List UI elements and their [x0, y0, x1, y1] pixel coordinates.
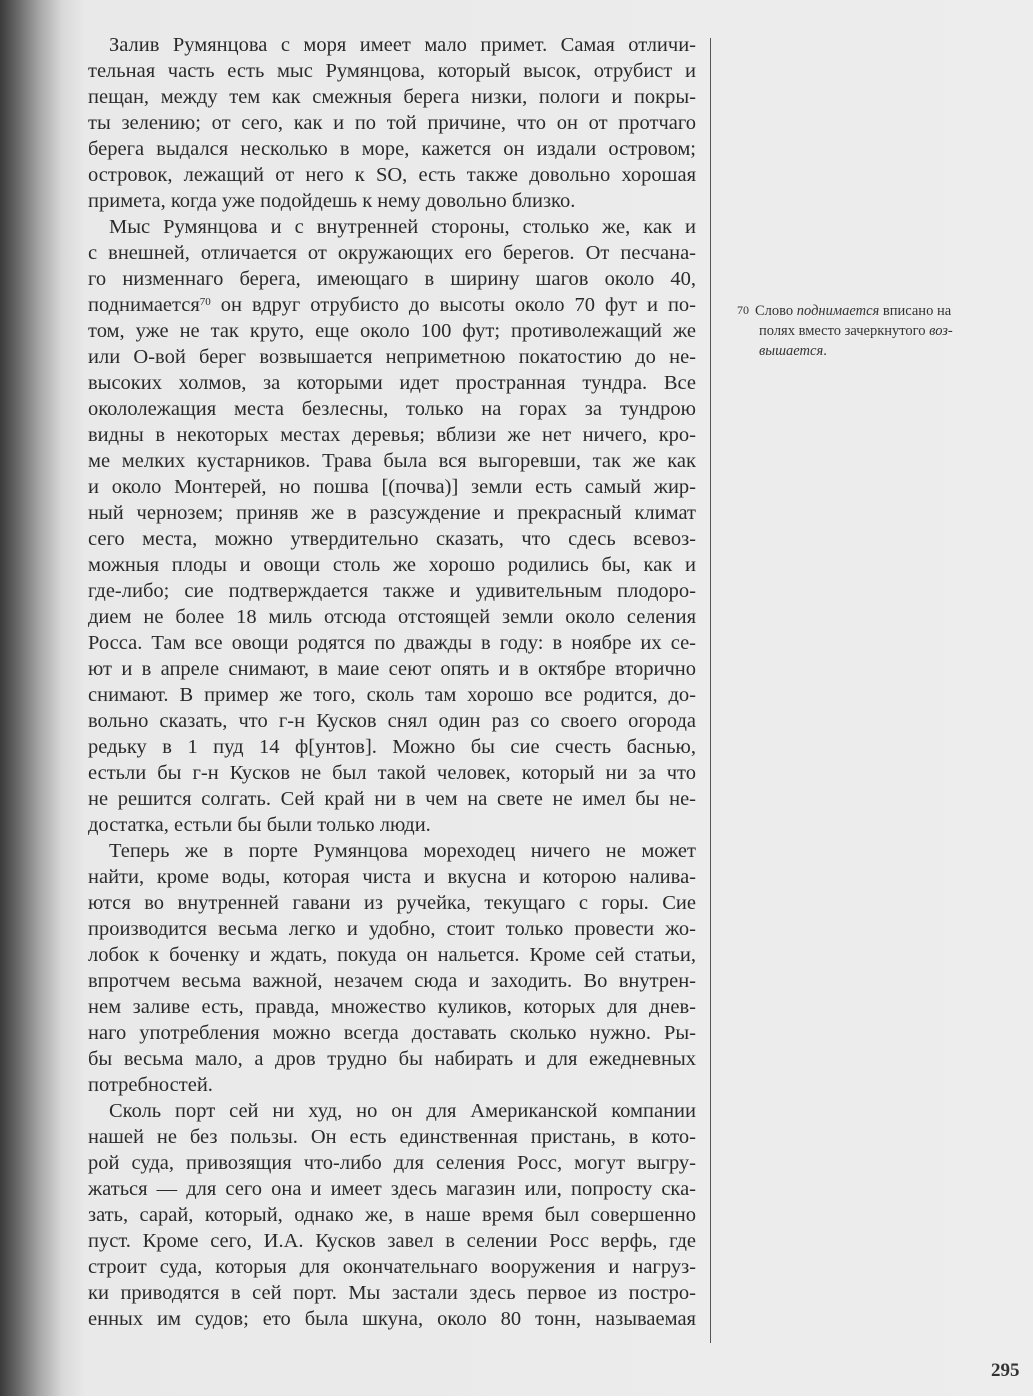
text-line: дием не более 18 миль отсюда отстоящей земли около селения: [88, 606, 696, 628]
text-line: вольно сказать, что г-н Кусков снял один раз со своего огорода: [88, 710, 696, 732]
text-line: нашей не без пользы. Он есть единственная пристань, в кото-: [88, 1126, 696, 1148]
text-line: естьли бы г-н Кусков не был такой человек, который ни за что: [88, 762, 696, 784]
paragraph: [88, 838, 696, 1098]
text-line: видны в некоторых местах деревья; вблизи же нет ничего, кро-: [88, 424, 696, 446]
column-divider: [710, 38, 711, 1343]
text-line: ме мелких кустарников. Трава была вся выгоревши, так же как: [88, 450, 696, 472]
text-line: жаться — для сего она и имеет здесь магазин или, попросту ска-: [88, 1178, 696, 1200]
text-line: ются во внутренней гавани из ручейка, текущаго с горы. Сие: [88, 892, 696, 914]
footnote-ref[interactable]: 70: [199, 296, 211, 308]
text-line: примета, когда уже подойдешь к нему довольно близко.: [88, 190, 576, 212]
text-line: ки приводятся в сей порт. Мы застали здесь первое из постро-: [88, 1282, 696, 1304]
text-line: тельная часть есть мыс Румянцова, который высок, отрубист и: [88, 60, 696, 82]
text-line: Росса. Там все овощи родятся по дважды в году: в ноябре их се-: [88, 632, 696, 654]
text-line: рой суда, привозящия что-либо для селения Росс, могут выгру-: [88, 1152, 696, 1174]
text-line: островок, лежащий от него к SO, есть также довольно хорошая: [88, 164, 696, 186]
text-line: производится весьма легко и удобно, стоит только провести жо-: [88, 918, 696, 940]
text-line: лобок к боченку и ждать, покуда он нальется. Кроме сей статьи,: [88, 944, 696, 966]
text-line: ты зелению; от сего, как и по той причине, что он от протчаго: [88, 112, 696, 134]
text-line: го низменнаго берега, имеющаго в ширину шагов около 40,: [88, 268, 696, 290]
text-line: пуст. Кроме сего, И.А. Кусков завел в селении Росс верфь, где: [88, 1230, 696, 1252]
text-line: высоких холмов, за которыми идет пространная тундра. Все: [88, 372, 696, 394]
main-text: [88, 32, 696, 1332]
text-line: снимают. В пример же того, сколь там хорошо все родится, до-: [88, 684, 696, 706]
text-line: Теперь же в порте Румянцова мореходец ничего не может: [109, 840, 696, 862]
paragraph: [88, 32, 696, 214]
text-line: том, уже не так круто, еще около 100 фут; противолежащий же: [88, 320, 696, 342]
text-line: енных им судов; ето была шкуна, около 80 тонн, называемая: [88, 1308, 696, 1330]
text-line: потребностей.: [88, 1074, 213, 1096]
text-line: редьку в 1 пуд 14 ф[унтов]. Можно бы сие счесть баснью,: [88, 736, 696, 758]
text-line: Сколь порт сей ни худ, но он для Американской компании: [109, 1100, 696, 1122]
text-line: пещан, между тем как смежныя берега низки, пологи и покры-: [88, 86, 696, 108]
text-line: или О-вой берег возвышается неприметною покатостию до не-: [88, 346, 696, 368]
text-line: строит суда, которыя для окончательнаго вооружения и нагруз-: [88, 1256, 696, 1278]
text-line: найти, кроме воды, которая чиста и вкусна и которою налива-: [88, 866, 696, 888]
text-line: бы весьма мало, а дров трудно бы набирать и для ежедневных: [88, 1048, 696, 1070]
text-line: и около Монтерей, но пошва [(почва)] земли есть самый жир-: [88, 476, 696, 498]
text-line: поднимается$^{70}$ он вдруг отрубисто до высоты около 70 фут и по-: [88, 294, 696, 316]
footnote-70: 70 Слово поднимается вписано на полях вместо зачеркнутого воз- вышается.: [737, 303, 953, 359]
page-number: 295: [991, 1360, 1020, 1381]
text-line: нем заливе есть, правда, множество куликов, которых для днев-: [88, 996, 696, 1018]
text-line: где-либо; сие подтверждается также и удивительным плодоро-: [88, 580, 696, 602]
paragraph: [88, 1098, 696, 1332]
text-line: достатка, естьли бы были только люди.: [88, 814, 431, 836]
text-line: ют и в апреле снимают, в маие сеют опять и в октябре вторично: [88, 658, 696, 680]
text-line: зать, сарай, который, однако же, в наше время был совершенно: [88, 1204, 696, 1226]
text-line: ный чернозем; приняв же в разсуждение и прекрасный климат: [88, 502, 696, 524]
text-line: впротчем весьма важной, незачем сюда и заходить. Во внутрен-: [88, 970, 696, 992]
text-line: окололежащия места безлесны, только на горах за тундрою: [88, 398, 696, 420]
text-line: Залив Румянцова с моря имеет мало примет. Самая отличи-: [109, 34, 696, 56]
text-line: берега выдался несколько в море, кажется он издали островом;: [88, 138, 696, 160]
paragraph: [88, 214, 696, 838]
text-line: наго употребления можно всегда доставать сколько нужно. Ры-: [88, 1022, 696, 1044]
text-line: можныя плоды и овощи столь же хорошо родились бы, как и: [88, 554, 696, 576]
text-line: не решится солгать. Сей край ни в чем на свете не имел бы не-: [88, 788, 696, 810]
text-line: Мыс Румянцова и с внутренней стороны, столько же, как и: [109, 216, 696, 238]
text-line: с внешней, отличается от окружающих его берегов. От песчана-: [88, 242, 696, 264]
text-line: сего места, можно утвердительно сказать, что сдесь всевоз-: [88, 528, 696, 550]
footnote-number: 70: [737, 303, 749, 317]
